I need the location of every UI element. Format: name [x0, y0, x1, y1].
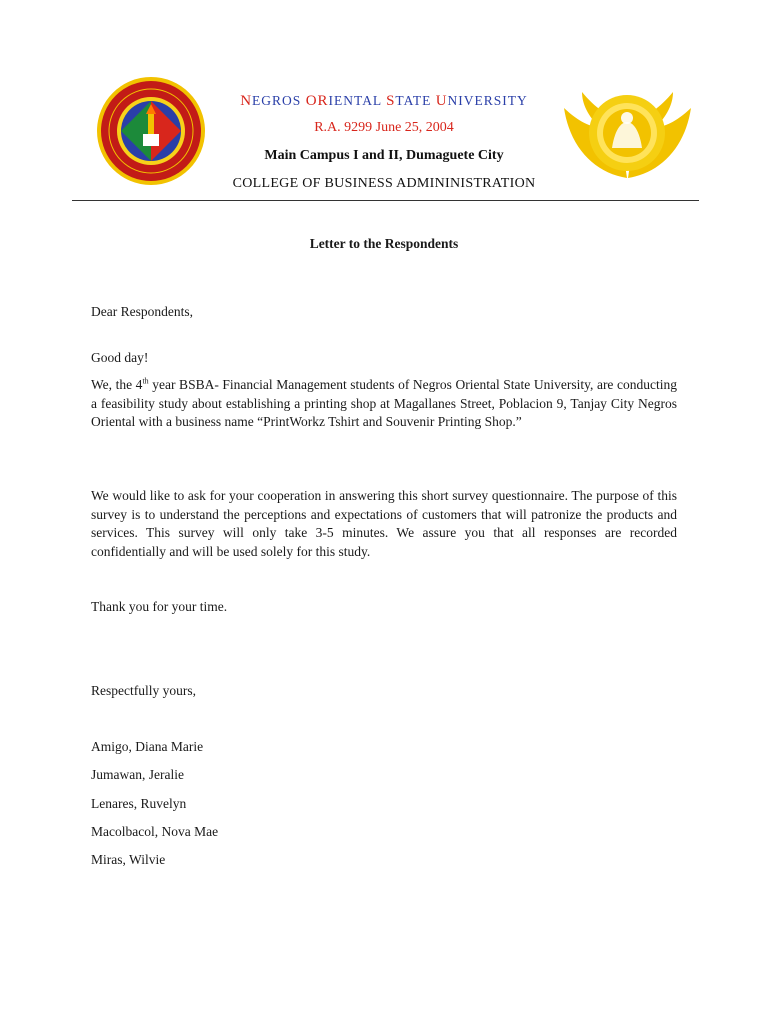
- university-seal-logo: [96, 76, 206, 186]
- paragraph-intro: We, the 4th year BSBA- Financial Management students of Negros Oriental State University, are conducting a feasibility study about establishing a printing shop at Magallanes Street, Poblacion 9, Tanjay City Negros Oriental with a business name “PrintWorkz Tshirt and Souvenir Printing Shop.”: [91, 376, 677, 429]
- signatory-name: Amigo, Diana Marie: [91, 739, 204, 754]
- college-logo: [560, 78, 695, 188]
- letter-title: Letter to the Respondents: [309, 236, 459, 251]
- signatory-name: Macolbacol, Nova Mae: [91, 824, 219, 839]
- university-name: NEGROS ORIENTAL STATE UNIVERSITY: [240, 93, 528, 109]
- college-name: COLLEGE OF BUSINESS ADMININISTRATION: [232, 176, 536, 191]
- thanks-line: Thank you for your time.: [91, 599, 228, 614]
- signatory-name: Miras, Wilvie: [91, 852, 166, 867]
- greeting: Good day!: [91, 350, 149, 365]
- ra-line: R.A. 9299 June 25, 2004: [314, 120, 454, 135]
- header-divider: [72, 200, 699, 201]
- paragraph-request: We would like to ask for your cooperation in answering this short survey questionnaire. The purpose of this survey is to understand the perceptions and expectations of customers that will patronize the products and services. This survey will only take 3-5 minutes. We assure you that all responses are recorded confidentially and will be used solely for this study.: [91, 488, 677, 559]
- campus-line: Main Campus I and II, Dumaguete City: [264, 148, 504, 163]
- closing: Respectfully yours,: [91, 683, 196, 698]
- signatory-name: Jumawan, Jeralie: [91, 767, 184, 782]
- letterhead: [200, 90, 568, 166]
- signatory-name: Lenares, Ruvelyn: [91, 796, 187, 811]
- salutation: Dear Respondents,: [91, 304, 193, 319]
